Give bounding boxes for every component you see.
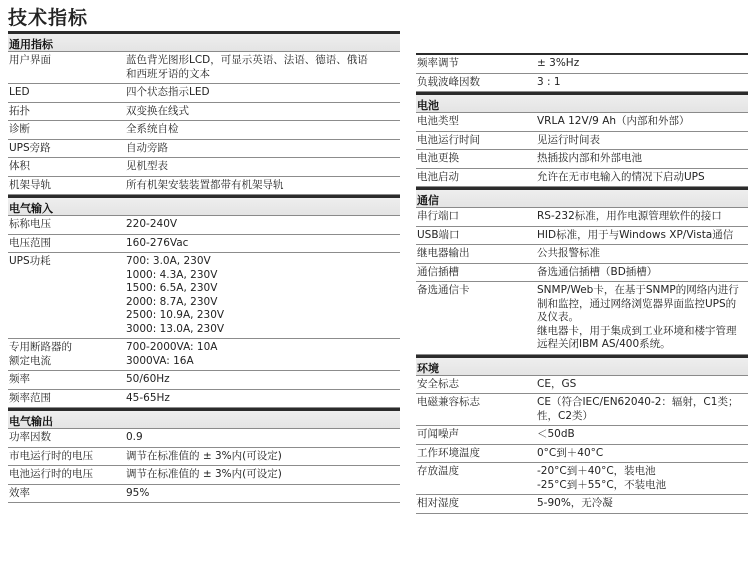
spec-row <box>416 264 748 283</box>
spec-label: 效率 <box>9 486 30 499</box>
spec-label: 电池运行时间 <box>417 133 480 146</box>
spec-label: LED <box>9 86 30 98</box>
page-title: 技术指标 <box>8 7 89 29</box>
spec-label: UPS旁路 <box>9 141 51 154</box>
spec-row <box>8 485 400 504</box>
spec-value: 50/60Hz <box>126 373 170 385</box>
spec-value: 220-240V <box>126 218 178 230</box>
spec-label: 电池类型 <box>417 115 459 127</box>
spec-label: 机架导轨 <box>9 178 51 191</box>
spec-label: 用户界面 <box>9 54 51 66</box>
spec-row <box>416 426 748 445</box>
spec-value: 45-65Hz <box>126 391 170 404</box>
spec-label: 工作环境温度 <box>417 446 480 459</box>
spec-value: 自动旁路 <box>126 141 168 154</box>
spec-value: 3 : 1 <box>537 75 561 88</box>
spec-value: 95% <box>126 486 150 499</box>
spec-value: 双变换在线式 <box>126 104 189 117</box>
spec-label: 专用断路器的 额定电流 <box>9 341 72 367</box>
spec-label: 串行端口 <box>417 210 459 222</box>
section-heading: 电池 <box>416 92 748 113</box>
spec-label: 安全标志 <box>417 377 459 390</box>
spec-value: 全系统自检 <box>126 123 179 135</box>
spec-label: 备选通信卡 <box>417 284 470 296</box>
spec-row <box>416 150 748 169</box>
left-column <box>8 31 400 503</box>
spec-label: 电压范围 <box>9 236 51 249</box>
spec-value: 公共报警标准 <box>537 247 600 259</box>
spec-label: 频率 <box>9 373 30 385</box>
spec-value: 热插拔内部和外部电池 <box>537 152 642 164</box>
spec-row <box>416 132 748 151</box>
spec-row <box>8 339 400 371</box>
spec-value: 见机型表 <box>126 160 168 172</box>
spec-row <box>416 495 748 514</box>
spec-label: 继电器输出 <box>417 247 470 259</box>
spec-label: UPS功耗 <box>9 255 51 267</box>
spec-label: 电池运行时的电压 <box>9 468 93 480</box>
spec-value: ± 3%Hz <box>537 57 580 69</box>
section-heading: 通信 <box>416 187 748 208</box>
spec-row <box>8 158 400 177</box>
right-top-group <box>416 53 748 92</box>
spec-row <box>8 448 400 467</box>
spec-row <box>8 235 400 254</box>
spec-value: HID标准，用于与Windows XP/Vista通信 <box>537 228 734 241</box>
spec-value: 见运行时间表 <box>537 133 600 146</box>
spec-row <box>416 169 748 188</box>
spec-label: 通信插槽 <box>417 265 459 278</box>
spec-row <box>416 113 748 132</box>
spec-value: 调节在标准值的 ± 3%内(可设定) <box>126 468 282 480</box>
spec-label: USB端口 <box>417 228 460 241</box>
spec-label: 电磁兼容标志 <box>417 396 480 408</box>
spec-value: RS-232标准，用作电源管理软件的接口 <box>537 210 722 222</box>
spec-label: 存放温度 <box>417 465 459 477</box>
spec-label: 频率调节 <box>417 57 459 69</box>
spec-row <box>416 394 748 426</box>
spec-row <box>8 466 400 485</box>
spec-row <box>416 376 748 395</box>
spec-value: 允许在无市电输入的情况下启动UPS <box>537 170 705 183</box>
spec-label: 拓扑 <box>9 104 30 117</box>
section-heading: 通用指标 <box>8 31 400 52</box>
spec-row <box>8 177 400 196</box>
spec-value: CE，GS <box>537 377 577 390</box>
spec-value: 调节在标准值的 ± 3%内(可设定) <box>126 449 282 462</box>
spec-value: 备选通信插槽（BD插槽） <box>537 265 658 278</box>
spec-value: 700: 3.0A, 230V 1000: 4.3A, 230V 1500: 6.5A, 230V 2000: 8.7A, 230V 2500: 10.9A, 230V 3000: 13.0A, 230V <box>126 255 225 335</box>
spec-row <box>8 52 400 84</box>
spec-label: 电池启动 <box>417 170 459 183</box>
spec-value: CE（符合IEC/EN62040-2：辐射，C1类； 性，C2类） <box>537 396 739 422</box>
spec-row <box>8 216 400 235</box>
spec-row <box>416 55 748 74</box>
spec-label: 标称电压 <box>9 218 51 230</box>
spec-label: 相对湿度 <box>417 497 459 509</box>
spec-row <box>8 371 400 390</box>
spec-value: VRLA 12V/9 Ah（内部和外部） <box>537 115 690 127</box>
spec-value: 5-90%，无冷凝 <box>537 497 613 509</box>
spec-row <box>416 282 748 355</box>
spec-label: 诊断 <box>9 123 30 135</box>
spec-row <box>8 121 400 140</box>
section-heading: 电气输入 <box>8 195 400 216</box>
spec-row <box>416 74 748 93</box>
spec-label: 可闻噪声 <box>417 428 459 440</box>
spec-label: 负载波峰因数 <box>417 75 480 88</box>
spec-value: -20°C到＋40°C，装电池 -25°C到＋55°C，不装电池 <box>537 465 667 491</box>
right-column <box>416 53 748 514</box>
spec-value: 0°C到＋40°C <box>537 446 604 459</box>
spec-row <box>8 103 400 122</box>
spec-label: 频率范围 <box>9 391 51 404</box>
spec-value: 160-276Vac <box>126 236 189 249</box>
section-heading: 电气输出 <box>8 408 400 429</box>
spec-value: 700-2000VA: 10A 3000VA: 16A <box>126 341 218 367</box>
section-heading: 环境 <box>416 355 748 376</box>
spec-value: 蓝色背光图形LCD，可显示英语、法语、德语、俄语 和西班牙语的文本 <box>126 54 368 80</box>
spec-row <box>416 227 748 246</box>
spec-row <box>416 463 748 495</box>
spec-row <box>8 253 400 339</box>
spec-label: 体积 <box>9 160 30 172</box>
spec-row <box>8 390 400 409</box>
spec-row <box>8 84 400 103</box>
spec-value: 四个状态指示LED <box>126 86 210 98</box>
spec-value: 所有机架安装装置都带有机架导轨 <box>126 178 284 191</box>
spec-label: 市电运行时的电压 <box>9 449 93 462</box>
spec-label: 电池更换 <box>417 152 459 164</box>
spec-value: 0.9 <box>126 431 143 443</box>
spec-row <box>8 140 400 159</box>
spec-label: 功率因数 <box>9 431 51 443</box>
spec-row <box>416 208 748 227</box>
spec-row <box>8 429 400 448</box>
spec-value: SNMP/Web卡，在基于SNMP的网络内进行 制和监控，通过网络浏览器界面监控UPS的 及仪表。 继电器卡，用于集成到工业环境和楼宇管理 远程关闭IBM AS/400系统。 <box>537 284 739 350</box>
spec-row <box>416 245 748 264</box>
spec-row <box>416 445 748 464</box>
spec-value: ＜50dB <box>537 428 575 440</box>
